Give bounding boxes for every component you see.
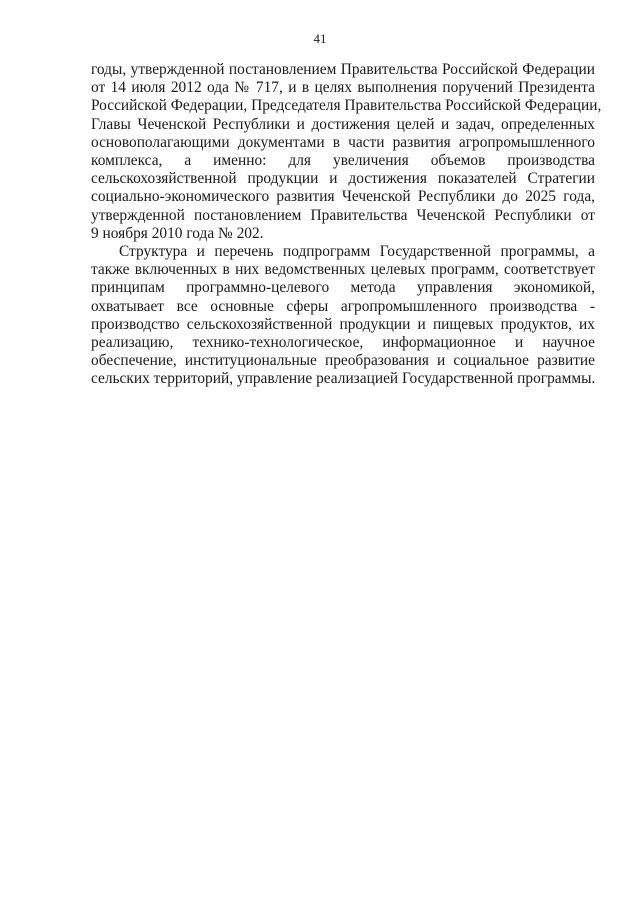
text-line: социально-экономического развития Чеченской Республики до 2025 года,	[91, 188, 595, 206]
text-line: утвержденной постановлением Правительства Чеченской Республики от	[91, 206, 595, 224]
text-line: также включенных в них ведомственных целевых программ, соответствует	[91, 261, 595, 279]
text-line: годы, утвержденной постановлением Правительства Российской Федерации	[91, 61, 595, 78]
text-line: Главы Чеченской Республики и достижения целей и задач, определенных	[91, 115, 595, 133]
text-line: 9 ноября 2010 года № 202.	[91, 224, 264, 242]
text-line: сельскохозяйственной продукции и достижения показателей Стратегии	[91, 170, 595, 188]
paragraph-1	[91, 61, 602, 243]
text-line: охватывает все основные сферы агропромышленного производства -	[91, 297, 595, 315]
text-line: реализацию, технико-технологическое, информационное и научное	[91, 334, 595, 352]
text-line: сельских территорий, управление реализацией Государственной программы.	[91, 370, 596, 388]
text-line: принципам программно-целевого метода управления экономикой,	[91, 279, 595, 297]
paragraph-2	[91, 243, 595, 389]
text-line: основополагающими документами в части развития агропромышленного	[91, 133, 595, 151]
text-line: обеспечение, институциональные преобразования и социальное развитие	[91, 352, 595, 370]
page-number: 41	[313, 31, 327, 46]
text-line: производство сельскохозяйственной продукции и пищевых продуктов, их	[91, 315, 595, 333]
text-line: комплекса, а именно: для увеличения объемов производства	[91, 152, 595, 170]
text-line: Российской Федерации, Председателя Правительства Российской Федерации,	[91, 97, 602, 115]
text-line: от 14 июля 2012 ода № 717, и в целях выполнения поручений Президента	[91, 79, 595, 97]
document-body	[91, 61, 602, 389]
text-line: Структура и перечень подпрограмм Государственной программы, а	[119, 243, 595, 261]
